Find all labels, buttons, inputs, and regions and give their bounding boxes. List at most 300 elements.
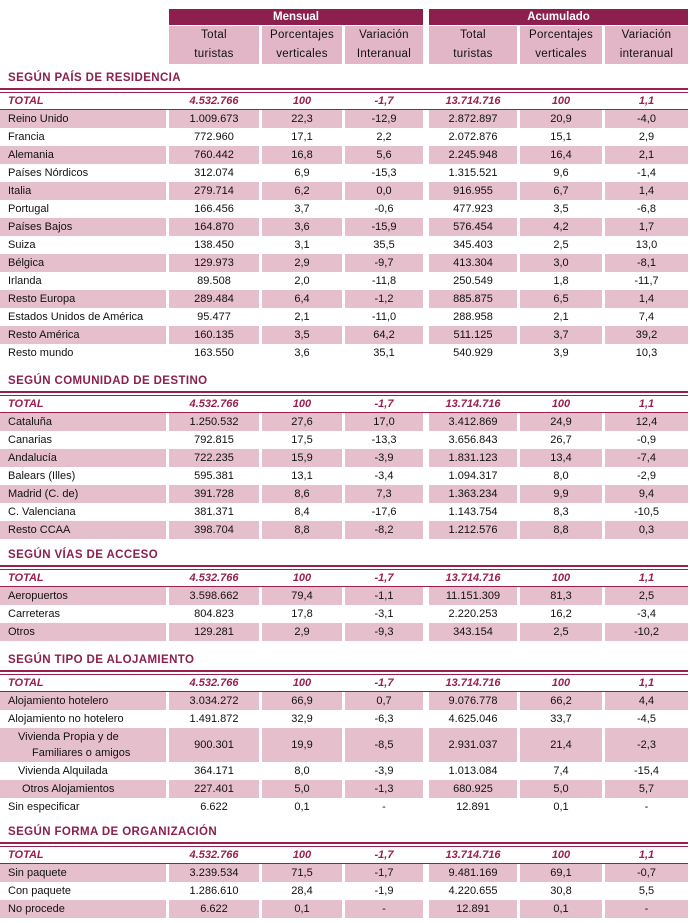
cell-a-var: 7,4	[638, 311, 655, 323]
cell-a-var: 1,1	[638, 572, 655, 584]
column-separator	[602, 864, 605, 882]
header-label: Interanual	[356, 48, 412, 60]
cell-a-var: -11,7	[634, 275, 659, 287]
column-separator	[259, 290, 262, 308]
cell-a-var: 1,1	[638, 398, 655, 410]
column-separator	[342, 728, 345, 762]
row-label: Portugal	[8, 203, 49, 215]
cell-m-var: 0,0	[376, 185, 392, 197]
column-separator	[342, 449, 345, 467]
cell-m-pct: 6,9	[294, 167, 310, 179]
cell-m-pct: 100	[292, 677, 312, 689]
header-mensual-total	[169, 26, 259, 64]
row-label: No procede	[8, 903, 65, 915]
header-mensual-pct	[262, 26, 342, 64]
row-label: Otros Alojamientos	[22, 783, 115, 795]
column-separator	[602, 218, 605, 236]
row-label: C. Valenciana	[8, 506, 76, 518]
cell-a-pct: 8,3	[553, 506, 569, 518]
cell-m-var: -1,7	[374, 867, 394, 879]
table-row	[0, 413, 688, 431]
header-label: Total	[460, 29, 486, 41]
cell-m-pct: 8,0	[294, 765, 310, 777]
cell-a-pct: 30,8	[550, 885, 572, 897]
column-separator	[517, 623, 520, 641]
column-separator	[602, 254, 605, 272]
cell-a-var: -2,9	[637, 470, 656, 482]
column-separator	[342, 326, 345, 344]
cell-m-total: 4.532.766	[189, 572, 239, 584]
cell-a-var: -2,3	[637, 739, 656, 751]
cell-a-total: 680.925	[453, 783, 493, 795]
row-label: Andalucía	[8, 452, 57, 464]
table-row	[0, 798, 688, 816]
column-separator	[517, 900, 520, 918]
cell-m-total: 166.456	[194, 203, 234, 215]
cell-m-var: -11,0	[371, 311, 397, 323]
cell-m-var: 7,3	[376, 488, 392, 500]
column-separator	[517, 521, 520, 539]
column-separator	[166, 900, 169, 918]
cell-m-pct: 28,4	[291, 885, 313, 897]
cell-m-total: 4.532.766	[189, 95, 239, 107]
cell-a-var: 9,4	[638, 488, 655, 500]
cell-m-pct: 2,9	[294, 626, 310, 638]
header-acumulado-pct	[520, 26, 602, 64]
total-row	[0, 92, 688, 110]
cell-m-var: -15,9	[371, 221, 397, 233]
column-separator	[166, 326, 169, 344]
column-separator	[342, 692, 345, 710]
column-separator	[423, 780, 429, 798]
cell-m-var: -6,3	[374, 713, 394, 725]
column-separator	[602, 900, 605, 918]
cell-m-total: 1.009.673	[189, 113, 239, 125]
row-label: Resto Europa	[8, 293, 76, 305]
cell-a-var: 1,7	[638, 221, 655, 233]
column-separator	[602, 110, 605, 128]
cell-a-pct: 2,5	[553, 239, 569, 251]
cell-m-pct: 3,7	[294, 203, 310, 215]
cell-a-var: 2,1	[638, 149, 655, 161]
cell-a-total: 1.831.123	[448, 452, 498, 464]
row-label: Canarias	[8, 434, 53, 446]
cell-m-var: 17,0	[373, 416, 395, 428]
cell-a-total: 13.714.716	[445, 677, 501, 689]
table-header	[0, 6, 690, 64]
table-row	[0, 308, 688, 326]
row-label: Balears (Illes)	[8, 470, 76, 482]
column-separator	[423, 521, 429, 539]
cell-m-total: 160.135	[194, 329, 234, 341]
cell-a-var: 1,1	[638, 95, 655, 107]
cell-m-var: -13,3	[371, 434, 397, 446]
total-row	[0, 395, 688, 413]
column-separator	[259, 182, 262, 200]
column-separator	[517, 146, 520, 164]
cell-a-var: 1,1	[638, 849, 655, 861]
header-label: Porcentajes	[269, 29, 335, 41]
cell-a-total: 1.143.754	[448, 506, 498, 518]
column-separator	[423, 900, 429, 918]
cell-a-pct: 16,2	[550, 608, 572, 620]
table-row	[0, 882, 688, 900]
table-row	[0, 290, 688, 308]
row-label-line: Familiares o amigos	[32, 747, 131, 759]
column-separator	[166, 182, 169, 200]
cell-m-total: 4.532.766	[189, 398, 239, 410]
cell-m-total: 804.823	[194, 608, 234, 620]
column-separator	[259, 485, 262, 503]
cell-a-var: 12,4	[635, 416, 658, 428]
column-separator	[423, 587, 429, 605]
cell-a-total: 540.929	[453, 347, 493, 359]
cell-m-total: 792.815	[194, 434, 234, 446]
column-separator	[166, 521, 169, 539]
cell-a-pct: 1,8	[553, 275, 569, 287]
row-label	[18, 728, 130, 763]
cell-a-pct: 66,2	[550, 695, 572, 707]
column-separator	[259, 780, 262, 798]
row-label: TOTAL	[8, 677, 44, 689]
cell-a-pct: 0,1	[553, 801, 569, 813]
cell-m-pct: 71,5	[291, 867, 313, 879]
column-separator	[342, 587, 345, 605]
cell-m-pct: 16,8	[291, 149, 313, 161]
column-separator	[166, 218, 169, 236]
column-separator	[342, 182, 345, 200]
cell-a-pct: 81,3	[550, 590, 572, 602]
cell-m-total: 1.250.532	[189, 416, 239, 428]
header-label: Variación	[621, 29, 672, 41]
column-separator	[423, 728, 429, 762]
column-separator	[423, 290, 429, 308]
column-separator	[517, 290, 520, 308]
column-separator	[166, 780, 169, 798]
row-label: TOTAL	[8, 95, 44, 107]
cell-m-var: -9,3	[374, 626, 394, 638]
cell-a-total: 576.454	[453, 221, 493, 233]
cell-m-total: 760.442	[194, 149, 234, 161]
cell-a-pct: 6,5	[553, 293, 569, 305]
column-separator	[517, 218, 520, 236]
cell-a-total: 4.625.046	[448, 713, 498, 725]
column-separator	[423, 182, 429, 200]
cell-m-pct: 13,1	[291, 470, 313, 482]
cell-m-pct: 100	[292, 849, 312, 861]
header-label: Porcentajes	[528, 29, 594, 41]
table-row	[0, 236, 688, 254]
cell-m-pct: 8,4	[294, 506, 310, 518]
cell-m-pct: 8,8	[294, 524, 310, 536]
column-separator	[166, 728, 169, 762]
cell-m-total: 595.381	[194, 470, 234, 482]
column-separator	[259, 900, 262, 918]
cell-m-total: 6.622	[200, 801, 228, 813]
column-separator	[259, 692, 262, 710]
table-row	[0, 146, 688, 164]
cell-a-var: -3,4	[637, 608, 656, 620]
cell-m-pct: 17,5	[291, 434, 313, 446]
column-separator	[342, 254, 345, 272]
column-separator	[602, 587, 605, 605]
column-separator	[342, 218, 345, 236]
cell-a-var: -1,4	[637, 167, 656, 179]
column-separator	[423, 146, 429, 164]
cell-a-var: -8,1	[637, 257, 656, 269]
cell-a-pct: 2,1	[553, 311, 569, 323]
row-label: Sin especificar	[8, 801, 80, 813]
row-label-line: Vivienda Propia y de	[18, 731, 119, 743]
cell-a-total: 2.245.948	[448, 149, 498, 161]
row-label: Francia	[8, 131, 45, 143]
cell-m-total: 164.870	[194, 221, 234, 233]
section-divider	[0, 670, 688, 672]
cell-m-total: 89.508	[197, 275, 231, 287]
column-separator	[259, 146, 262, 164]
cell-a-pct: 8,8	[553, 524, 569, 536]
table-row	[0, 728, 688, 762]
cell-a-total: 4.220.655	[448, 885, 498, 897]
row-label: Países Bajos	[8, 221, 73, 233]
cell-a-pct: 100	[551, 849, 571, 861]
cell-m-var: 0,7	[376, 695, 392, 707]
column-separator	[342, 485, 345, 503]
column-separator	[342, 413, 345, 431]
cell-m-var: -17,6	[371, 506, 397, 518]
cell-m-var: 2,2	[376, 131, 392, 143]
column-separator	[259, 254, 262, 272]
column-separator	[602, 326, 605, 344]
column-separator	[259, 413, 262, 431]
cell-a-pct: 16,4	[550, 149, 572, 161]
cell-m-pct: 100	[292, 572, 312, 584]
cell-a-pct: 21,4	[550, 739, 572, 751]
cell-m-pct: 6,4	[294, 293, 310, 305]
column-separator	[423, 110, 429, 128]
column-separator	[602, 728, 605, 762]
table-row	[0, 449, 688, 467]
row-label: Italia	[8, 185, 32, 197]
cell-m-var: -1,7	[374, 398, 394, 410]
column-separator	[342, 521, 345, 539]
header-label: turistas	[453, 48, 493, 60]
column-separator	[423, 623, 429, 641]
column-separator	[166, 485, 169, 503]
cell-a-total: 1.013.084	[448, 765, 498, 777]
cell-m-var: -8,2	[374, 524, 394, 536]
cell-m-total: 95.477	[197, 311, 231, 323]
column-separator	[166, 692, 169, 710]
table-row	[0, 780, 688, 798]
section-title: SEGÚN PAÍS DE RESIDENCIA	[8, 72, 181, 84]
cell-m-pct: 3,6	[294, 221, 310, 233]
column-separator	[259, 326, 262, 344]
column-separator	[423, 449, 429, 467]
column-separator	[517, 413, 520, 431]
column-separator	[166, 290, 169, 308]
column-separator	[166, 864, 169, 882]
header-label: verticales	[535, 48, 587, 60]
cell-m-total: 3.598.662	[189, 590, 239, 602]
column-separator	[423, 326, 429, 344]
cell-a-total: 13.714.716	[445, 849, 501, 861]
column-separator	[342, 780, 345, 798]
cell-m-total: 381.371	[194, 506, 234, 518]
cell-a-total: 12.891	[456, 801, 490, 813]
cell-a-pct: 3,5	[553, 203, 569, 215]
row-label: Alojamiento no hotelero	[8, 713, 124, 725]
column-separator	[517, 254, 520, 272]
column-separator	[517, 587, 520, 605]
cell-a-var: 5,7	[638, 783, 655, 795]
table-row	[0, 272, 688, 290]
cell-m-pct: 32,9	[291, 713, 313, 725]
cell-m-pct: 79,4	[291, 590, 313, 602]
row-label: Otros	[8, 626, 35, 638]
cell-m-pct: 27,6	[291, 416, 313, 428]
cell-m-total: 398.704	[194, 524, 234, 536]
column-separator	[259, 110, 262, 128]
cell-m-var: -1,7	[374, 677, 394, 689]
column-separator	[602, 449, 605, 467]
cell-a-pct: 7,4	[553, 765, 569, 777]
cell-m-var: -3,9	[374, 452, 394, 464]
cell-a-total: 511.125	[453, 329, 493, 341]
cell-a-pct: 13,4	[550, 452, 572, 464]
table-row	[0, 467, 688, 485]
cell-m-var: 64,2	[373, 329, 395, 341]
row-label: Resto América	[8, 329, 80, 341]
cell-m-total: 163.550	[194, 347, 234, 359]
cell-a-pct: 4,2	[553, 221, 569, 233]
cell-m-pct: 17,8	[291, 608, 313, 620]
cell-a-var: 0,3	[638, 524, 655, 536]
cell-a-pct: 100	[551, 572, 571, 584]
cell-a-var: -4,0	[637, 113, 656, 125]
column-separator	[517, 780, 520, 798]
total-row	[0, 846, 688, 864]
column-separator	[259, 218, 262, 236]
cell-a-total: 13.714.716	[445, 95, 501, 107]
cell-m-total: 722.235	[194, 452, 234, 464]
cell-a-var: -0,9	[637, 434, 656, 446]
cell-a-var: -	[644, 801, 649, 813]
cell-m-total: 1.286.610	[189, 885, 239, 897]
section-title: SEGÚN FORMA DE ORGANIZACIÓN	[8, 826, 218, 838]
table-row	[0, 182, 688, 200]
cell-a-pct: 3,0	[553, 257, 569, 269]
table-row	[0, 521, 688, 539]
table-row	[0, 587, 688, 605]
section-divider	[0, 88, 688, 90]
section-divider	[0, 565, 688, 567]
column-separator	[602, 290, 605, 308]
cell-a-var: 1,4	[638, 293, 655, 305]
cell-m-total: 3.034.272	[189, 695, 239, 707]
column-separator	[423, 413, 429, 431]
cell-m-var: -1,3	[374, 783, 394, 795]
cell-a-total: 1.315.521	[448, 167, 498, 179]
cell-a-var: -10,5	[633, 506, 660, 518]
column-separator	[259, 449, 262, 467]
cell-m-var: -0,6	[374, 203, 394, 215]
column-separator	[166, 254, 169, 272]
table-row	[0, 431, 688, 449]
column-separator	[423, 254, 429, 272]
cell-a-pct: 100	[551, 677, 571, 689]
cell-a-total: 885.875	[453, 293, 493, 305]
cell-m-var: -3,9	[374, 765, 394, 777]
cell-m-var: -	[382, 903, 386, 915]
cell-m-total: 4.532.766	[189, 849, 239, 861]
column-separator	[602, 780, 605, 798]
cell-a-var: 2,9	[638, 131, 655, 143]
cell-m-total: 138.450	[194, 239, 234, 251]
cell-m-pct: 0,1	[294, 903, 310, 915]
row-label: Carreteras	[8, 608, 60, 620]
cell-m-total: 364.171	[194, 765, 234, 777]
cell-a-total: 343.154	[453, 626, 493, 638]
column-separator	[517, 485, 520, 503]
row-label: TOTAL	[8, 398, 44, 410]
column-separator	[342, 110, 345, 128]
header-label: Variación	[359, 29, 409, 41]
cell-m-total: 1.491.872	[189, 713, 239, 725]
row-label: Cataluña	[8, 416, 53, 428]
cell-m-total: 391.728	[194, 488, 234, 500]
table-row	[0, 900, 688, 918]
cell-a-pct: 9,6	[553, 167, 569, 179]
cell-a-pct: 3,9	[553, 347, 569, 359]
cell-m-var: -9,7	[374, 257, 394, 269]
column-separator	[342, 146, 345, 164]
group-header-mensual: Mensual	[169, 9, 423, 25]
section-title: SEGÚN VÍAS DE ACCESO	[8, 549, 159, 561]
section-divider	[0, 842, 688, 844]
column-separator	[517, 110, 520, 128]
cell-a-var: -15,4	[633, 765, 660, 777]
cell-a-var: 1,4	[638, 185, 655, 197]
column-separator	[166, 110, 169, 128]
column-separator	[517, 728, 520, 762]
column-separator	[166, 146, 169, 164]
cell-a-var: 5,5	[638, 885, 655, 897]
table-row	[0, 344, 688, 362]
cell-a-var: 1,1	[638, 677, 655, 689]
cell-m-var: -1,1	[374, 590, 394, 602]
cell-a-total: 9.481.169	[448, 867, 498, 879]
cell-m-var: -1,7	[374, 95, 394, 107]
column-separator	[602, 521, 605, 539]
cell-a-pct: 8,0	[553, 470, 569, 482]
row-label: Suiza	[8, 239, 36, 251]
cell-m-var: 35,1	[373, 347, 395, 359]
column-separator	[602, 413, 605, 431]
header-label: turistas	[194, 48, 234, 60]
cell-a-total: 1.094.317	[448, 470, 498, 482]
cell-a-total: 1.212.576	[448, 524, 498, 536]
cell-a-var: 13,0	[635, 239, 658, 251]
cell-m-total: 312.074	[194, 167, 234, 179]
table-row	[0, 110, 688, 128]
cell-a-total: 288.958	[453, 311, 493, 323]
cell-a-total: 2.931.037	[448, 739, 498, 751]
row-label: Alemania	[8, 149, 54, 161]
column-separator	[602, 692, 605, 710]
cell-m-var: -12,9	[371, 113, 397, 125]
cell-m-var: -11,8	[371, 275, 397, 287]
